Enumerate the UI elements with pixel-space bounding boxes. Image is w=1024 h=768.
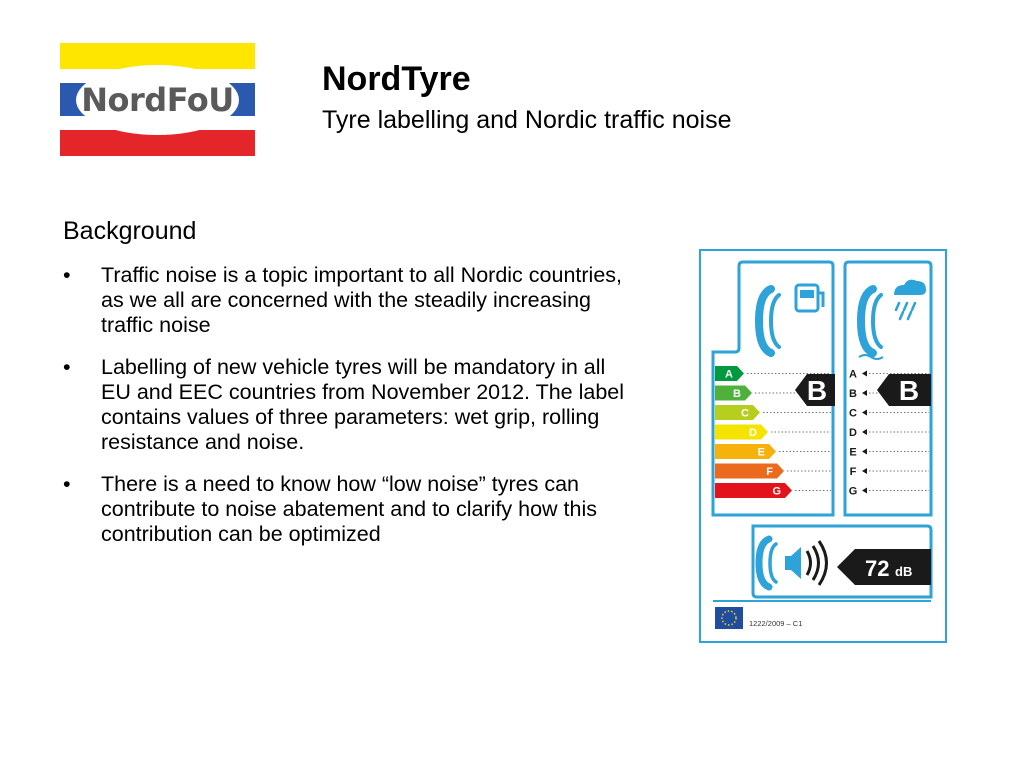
wet-grip-grade-letter: C xyxy=(849,407,857,420)
bullet-item xyxy=(63,263,633,338)
eu-flag-icon xyxy=(715,607,743,629)
fuel-grade-letter: C xyxy=(741,407,749,420)
nordfou-logo xyxy=(60,43,255,156)
wet-grip-rating-letter: B xyxy=(898,375,920,406)
bullet-marker: • xyxy=(63,355,71,379)
bullet-marker: • xyxy=(63,263,71,287)
fuel-grade-letter: E xyxy=(757,446,765,459)
fuel-grade-letter: A xyxy=(725,368,733,381)
bullet-text: There is a need to know how “low noise” tyres can contribute to noise abatement and to clarify how this contribution can be optimized xyxy=(101,472,597,546)
noise-value: 72 xyxy=(865,556,890,581)
wet-grip-grade-letter: D xyxy=(849,427,857,439)
wet-grip-grade-letter: F xyxy=(849,466,857,478)
fuel-grade-letter: D xyxy=(749,427,757,439)
logo-text: NordFoU xyxy=(81,81,234,119)
wet-grip-grade-letter: G xyxy=(848,485,858,498)
wet-grip-grade-letter: A xyxy=(849,368,857,381)
bullet-text: Traffic noise is a topic important to all Nordic countries, as we all are concerned with the steadily increasing traffic noise xyxy=(101,263,622,337)
bullet-item xyxy=(63,472,633,547)
fuel-grade-letter: F xyxy=(766,466,773,478)
noise-value-indicator xyxy=(837,549,931,585)
noise-unit: dB xyxy=(895,564,913,579)
fuel-grade-bar xyxy=(715,425,768,440)
bullet-marker: • xyxy=(63,472,71,496)
wet-grip-grade-letter: B xyxy=(849,388,857,400)
fuel-rating-letter: B xyxy=(806,375,828,406)
bullet-list xyxy=(63,263,633,564)
bullet-item xyxy=(63,355,633,455)
bullet-text: Labelling of new vehicle tyres will be mandatory in all EU and EEC countries from November 2012. The label contains values of three parameters: wet grip, rolling resistance and noise. xyxy=(101,355,625,454)
section-heading: Background xyxy=(63,217,197,245)
fuel-grade-bar xyxy=(715,444,776,459)
wet-grip-grade-letter: E xyxy=(849,446,857,459)
fuel-grade-letter: B xyxy=(733,388,741,400)
regulation-code: 1222/2009 – C1 xyxy=(749,619,803,628)
page-subtitle: Tyre labelling and Nordic traffic noise xyxy=(322,106,732,134)
eu-tyre-label-image xyxy=(699,249,947,643)
fuel-grade-letter: G xyxy=(772,485,781,498)
fuel-grade-bar xyxy=(715,405,760,420)
page-title: NordTyre xyxy=(322,60,471,98)
fuel-grade-bar xyxy=(715,464,784,479)
